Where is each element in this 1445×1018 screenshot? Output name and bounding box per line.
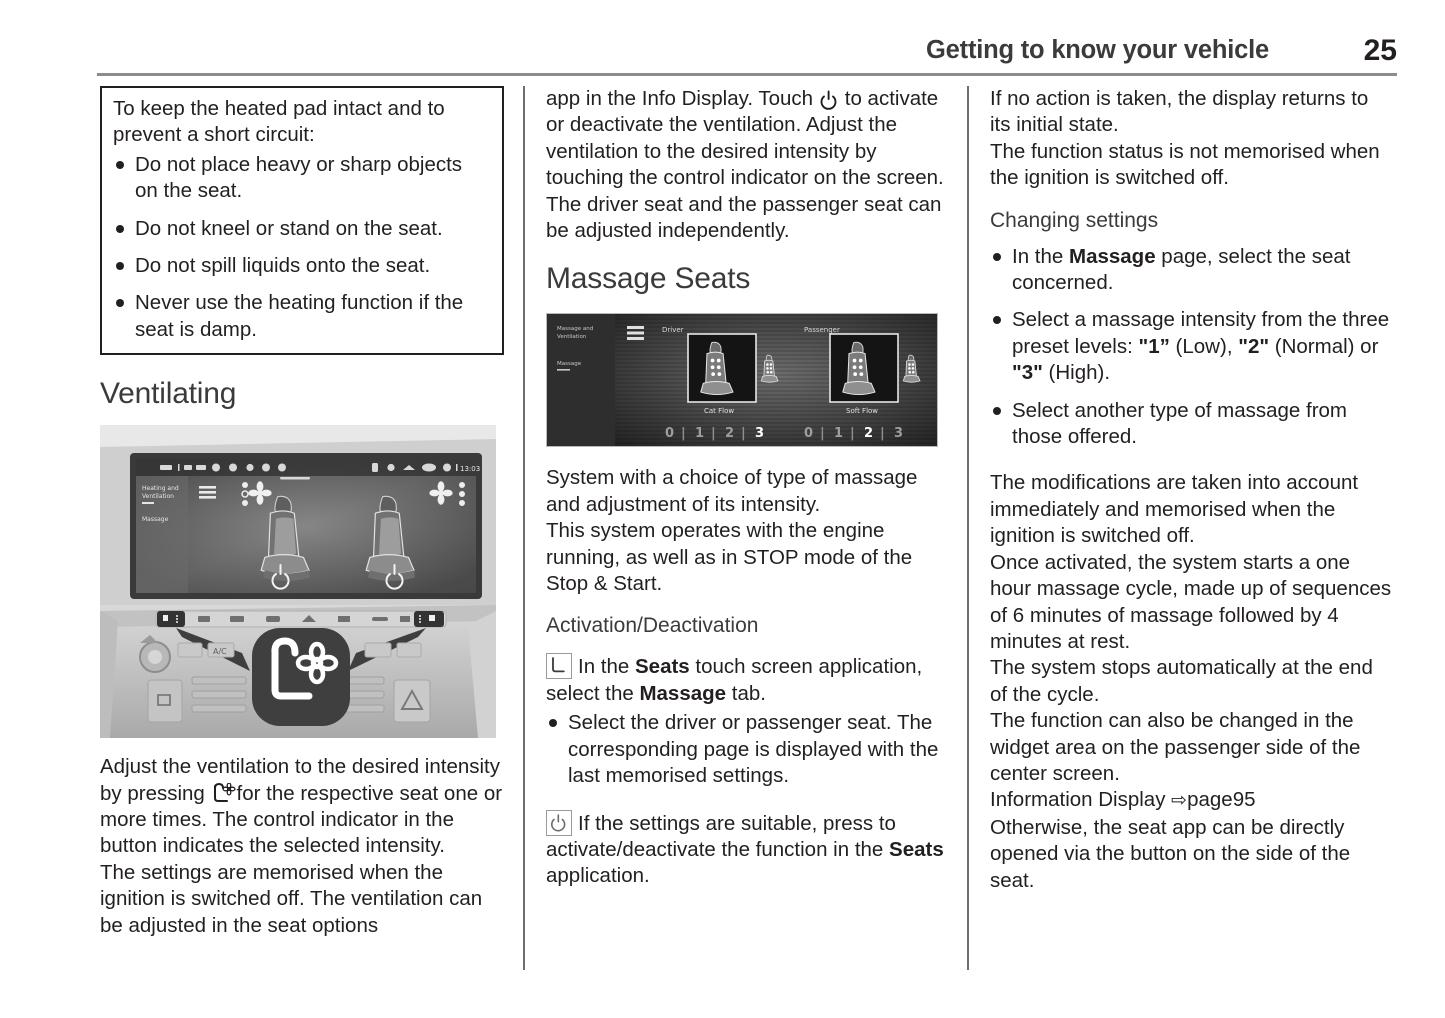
power-press-text-c: application. — [546, 864, 650, 888]
warning-bullet-list — [113, 152, 490, 343]
list-item-level-1: "1” — [1138, 334, 1170, 358]
driver-level-2: 2 — [725, 426, 735, 442]
modifications-text: The modifications are taken into account immediately and memorised when the ignition is switched off. — [990, 471, 1359, 548]
power-press-bold-seats: Seats — [889, 837, 944, 861]
column-1 — [100, 86, 504, 939]
reference-target: page95 — [1187, 788, 1256, 812]
seats-app-text-c: touch screen application, select the — [546, 655, 923, 705]
svg-text:Ventilation: Ventilation — [142, 493, 174, 501]
screen-menu-label-2: Massage — [557, 361, 582, 368]
bullet-dot-icon — [993, 407, 1001, 415]
power-icon — [819, 90, 845, 112]
warning-intro: To keep the heated pad intact and to prevent a short circuit: — [113, 97, 445, 147]
ventilation-instruction-2: The settings are memorised when the ignition is switched off. The ventilation can be adjusted in the seat options — [100, 860, 483, 937]
bullet-dot-icon — [116, 262, 124, 270]
heading-massage-seats: Massage Seats — [546, 262, 751, 296]
list-item-label: Do not place heavy or sharp objects on the seat. — [135, 152, 463, 203]
bullet-dot-icon — [993, 253, 1001, 261]
ventilation-instruction-1-pre: Adjust the ventilation to the desired intensity by pressing — [100, 755, 500, 805]
display-returns-text: If no action is taken, the display returns to its initial state. — [990, 87, 1369, 137]
info-display-text-a: app in the Info Display. Touch — [546, 87, 814, 110]
svg-text:|: | — [711, 426, 716, 442]
power-icon — [546, 810, 572, 836]
passenger-level-1: 1 — [834, 426, 844, 442]
passenger-level-3: 3 — [894, 426, 904, 442]
subheading-activation-deactivation: Activation/Deactivation — [546, 614, 759, 638]
svg-text:|: | — [880, 426, 885, 442]
svg-text:|: | — [820, 426, 825, 442]
svg-text:Massage: Massage — [142, 516, 169, 524]
column-divider-1 — [523, 86, 525, 970]
bullet-dot-icon — [116, 161, 124, 169]
ventilation-instruction-1-post: for the respective seat one or more times. The control indicator in the button indicates the selected intensity. — [100, 781, 503, 858]
screen-passenger-program: Soft Flow — [846, 407, 879, 416]
info-display-text-b: to activate or deactivate the ventilation. Adjust the ventilation to the desired intensity by touching the control indicator on the screen. The driver seat and the passenger seat can be adjusted independently. — [546, 87, 944, 243]
column-divider-2 — [967, 86, 969, 970]
list-item-text-post: (High). — [1042, 361, 1111, 385]
svg-text:|: | — [681, 426, 686, 442]
list-item-level-3: "3" — [1012, 361, 1043, 385]
subheading-changing-settings: Changing settings — [990, 208, 1159, 232]
column-3 — [990, 86, 1394, 894]
list-item-label: Do not kneel or stand on the seat. — [135, 216, 443, 240]
passenger-level-2-selected: 2 — [864, 426, 874, 442]
screen-driver-program: Cat Flow — [704, 407, 735, 416]
seats-app-text-e: tab. — [731, 681, 766, 705]
ventilation-instruction-1 — [100, 754, 504, 860]
list-item-label: Select the driver or passenger seat. The corresponding page is displayed with the last memorised settings. — [568, 711, 939, 788]
list-item — [113, 152, 490, 205]
list-item-label: Never use the heating function if the seat is damp. — [135, 291, 464, 341]
list-item-text-pre: Select a massage intensity from the three preset levels: — [1012, 308, 1390, 358]
seats-app-bold-massage: Massage — [639, 681, 727, 705]
massage-bullet-list — [546, 710, 950, 789]
seats-app-bold-seats: Seats — [635, 655, 690, 679]
seat-ventilation-icon — [211, 783, 237, 805]
screen-menu-label-1b: Ventilation — [557, 334, 587, 341]
list-item — [990, 398, 1394, 451]
massage-description-2: This system operates with the engine running, as well as in STOP mode of the Stop & Start. — [546, 519, 913, 596]
information-display-reference — [990, 787, 1394, 814]
svg-text:A/C: A/C — [213, 647, 227, 657]
list-item — [546, 710, 950, 789]
svg-text:|: | — [741, 426, 746, 442]
svg-text:13:03: 13:03 — [460, 465, 481, 474]
list-item-text-pre: Select another type of massage from those offered. — [1012, 398, 1348, 449]
list-item-text-mid: (Low), — [1169, 334, 1239, 358]
page-header — [97, 36, 1397, 76]
power-press-text-a: If the settings are suitable, press to activate/deactivate the function in the — [546, 811, 896, 861]
screen-passenger-label: Passenger — [804, 326, 840, 335]
list-item-level-2: "2" — [1238, 334, 1270, 358]
seat-app-text: Otherwise, the seat app can be directly opened via the button on the side of the seat. — [990, 815, 1351, 892]
svg-text:Heating and: Heating and — [142, 485, 179, 493]
arrow-right-icon: ⇨ — [1171, 790, 1188, 812]
list-item-label: Do not spill liquids onto the seat. — [135, 254, 431, 278]
bullet-dot-icon — [116, 225, 124, 233]
page-number: 25 — [1363, 34, 1397, 67]
function-status-text: The function status is not memorised when the ignition is switched off. — [990, 139, 1380, 190]
driver-level-1: 1 — [695, 426, 705, 442]
driver-level-3-selected: 3 — [755, 426, 765, 442]
list-item — [990, 244, 1394, 297]
figure-massage-screen — [546, 313, 938, 447]
list-item-text-mid2: (Normal) or — [1269, 334, 1379, 358]
list-item — [113, 253, 490, 279]
seats-app-instruction — [546, 653, 950, 707]
svg-text:|: | — [850, 426, 855, 442]
column-2 — [546, 86, 950, 890]
massage-description-1: System with a choice of type of massage and adjustment of its intensity. — [546, 466, 918, 516]
list-item — [113, 290, 490, 343]
passenger-level-0: 0 — [804, 426, 814, 442]
bullet-dot-icon — [116, 299, 124, 307]
massage-cycle-text: Once activated, the system starts a one hour massage cycle, made up of sequences of 6 minutes of massage followed by 4 minutes at rest. — [990, 550, 1392, 653]
list-item-text-post: page, select the seat concerned. — [1012, 244, 1351, 295]
bullet-dot-icon — [549, 719, 557, 727]
warning-box — [100, 86, 504, 355]
list-item-text-pre: In the — [1012, 244, 1069, 268]
changing-settings-bullet-list — [990, 244, 1394, 451]
driver-level-0: 0 — [665, 426, 675, 442]
header-rule — [97, 73, 1397, 76]
figure-ventilation-console — [100, 425, 496, 738]
seats-app-text-a: In the — [578, 655, 630, 679]
reference-label: Information Display — [990, 788, 1166, 812]
page-title: Getting to know your vehicle — [926, 36, 1269, 64]
list-item-text-bold: Massage — [1069, 244, 1156, 268]
system-stops-text: The system stops automatically at the end of the cycle. — [990, 656, 1373, 706]
list-item — [113, 216, 490, 242]
info-display-paragraph — [546, 86, 950, 244]
list-item — [990, 307, 1394, 386]
screen-menu-label-1: Massage and — [557, 326, 594, 333]
heading-ventilating: Ventilating — [100, 377, 237, 411]
ventilation-console-illustration — [100, 425, 496, 738]
massage-screen-illustration — [547, 314, 938, 447]
bullet-dot-icon — [993, 316, 1001, 324]
widget-area-text: The function can also be changed in the widget area on the passenger side of the center screen. — [990, 709, 1361, 785]
seat-icon — [546, 653, 572, 679]
screen-driver-label: Driver — [662, 326, 684, 335]
power-press-instruction — [546, 810, 950, 890]
